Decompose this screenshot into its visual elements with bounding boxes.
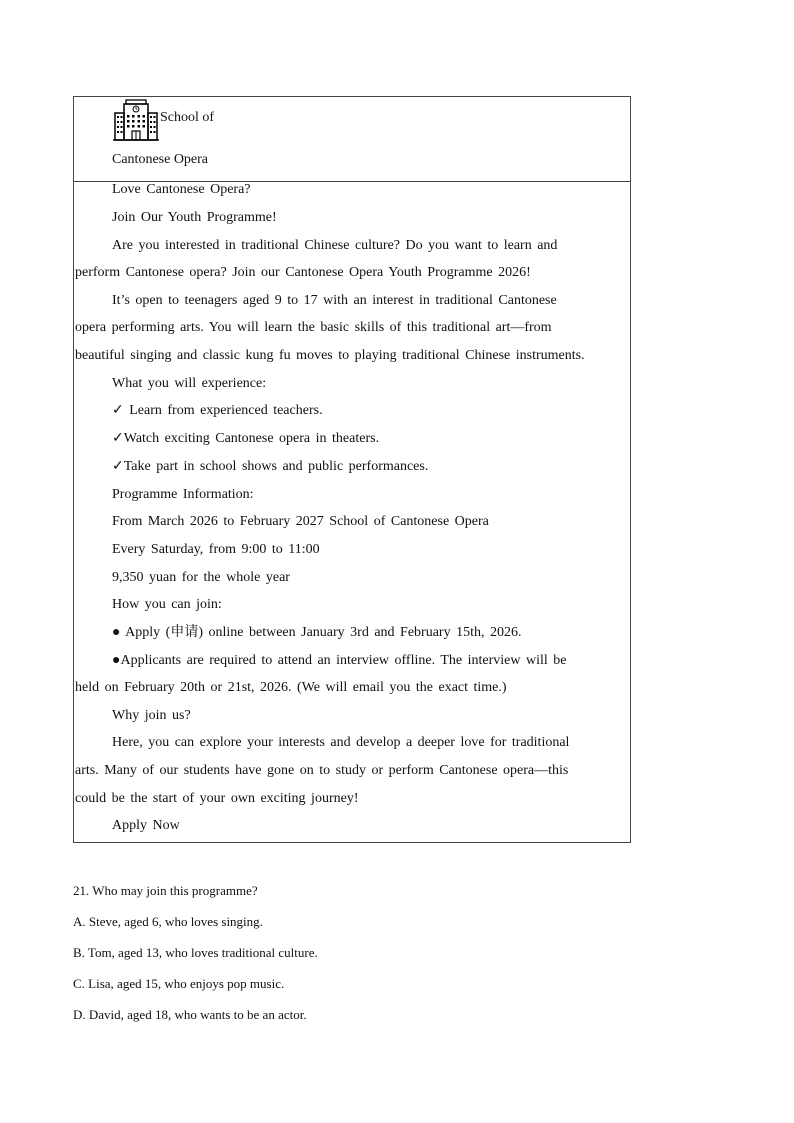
school-building-icon bbox=[113, 99, 159, 141]
intro-line-1: Are you interested in traditional Chinese culture? Do you want to learn and bbox=[112, 238, 558, 253]
join-heading: How you can join: bbox=[112, 597, 222, 612]
info-heading: Programme Information: bbox=[112, 487, 254, 502]
advert-header bbox=[74, 97, 630, 182]
advert-headline: Love Cantonese Opera? bbox=[112, 182, 251, 197]
option-b[interactable]: B. Tom, aged 13, who loves traditional culture. bbox=[73, 945, 318, 960]
programme-advert bbox=[73, 96, 631, 843]
why-heading: Why join us? bbox=[112, 708, 191, 723]
advert-subheadline: Join Our Youth Programme! bbox=[112, 210, 277, 225]
intro-line-2: perform Cantonese opera? Join our Cantonese Opera Youth Programme 2026! bbox=[75, 265, 531, 280]
join-apply-item: ● Apply (申请) online between January 3rd and February 15th, 2026. bbox=[112, 625, 522, 640]
info-schedule: Every Saturday, from 9:00 to 11:00 bbox=[112, 542, 320, 557]
experience-item: ✓ Learn from experienced teachers. bbox=[112, 403, 323, 418]
option-d[interactable]: D. David, aged 18, who wants to be an actor. bbox=[73, 1007, 307, 1022]
apply-now-text: Apply Now bbox=[112, 818, 180, 833]
option-c[interactable]: C. Lisa, aged 15, who enjoys pop music. bbox=[73, 976, 285, 991]
info-dates: From March 2026 to February 2027 School of Cantonese Opera bbox=[112, 514, 489, 529]
eligibility-line-1: It’s open to teenagers aged 9 to 17 with an interest in traditional Cantonese bbox=[112, 293, 557, 308]
experience-heading: What you will experience: bbox=[112, 376, 267, 391]
join-interview-line-2: held on February 20th or 21st, 2026. (We will email you the exact time.) bbox=[75, 680, 507, 695]
why-line-3: could be the start of your own exciting journey! bbox=[75, 791, 359, 806]
school-name-line-2: Cantonese Opera bbox=[112, 152, 209, 167]
why-line-1: Here, you can explore your interests and develop a deeper love for traditional bbox=[112, 735, 570, 750]
join-interview-line-1: ●Applicants are required to attend an interview offline. The interview will be bbox=[112, 653, 567, 668]
school-name-line-1: School of bbox=[160, 110, 215, 125]
experience-item: ✓Take part in school shows and public performances. bbox=[112, 459, 429, 474]
option-a[interactable]: A. Steve, aged 6, who loves singing. bbox=[73, 914, 263, 929]
info-fee: 9,350 yuan for the whole year bbox=[112, 570, 290, 585]
eligibility-line-2: opera performing arts. You will learn the basic skills of this traditional art—from bbox=[75, 320, 552, 335]
experience-item: ✓Watch exciting Cantonese opera in theaters. bbox=[112, 431, 380, 446]
why-line-2: arts. Many of our students have gone on to study or perform Cantonese opera—this bbox=[75, 763, 569, 778]
eligibility-line-3: beautiful singing and classic kung fu moves to playing traditional Chinese instruments. bbox=[75, 348, 585, 363]
question-stem: 21. Who may join this programme? bbox=[73, 883, 258, 898]
